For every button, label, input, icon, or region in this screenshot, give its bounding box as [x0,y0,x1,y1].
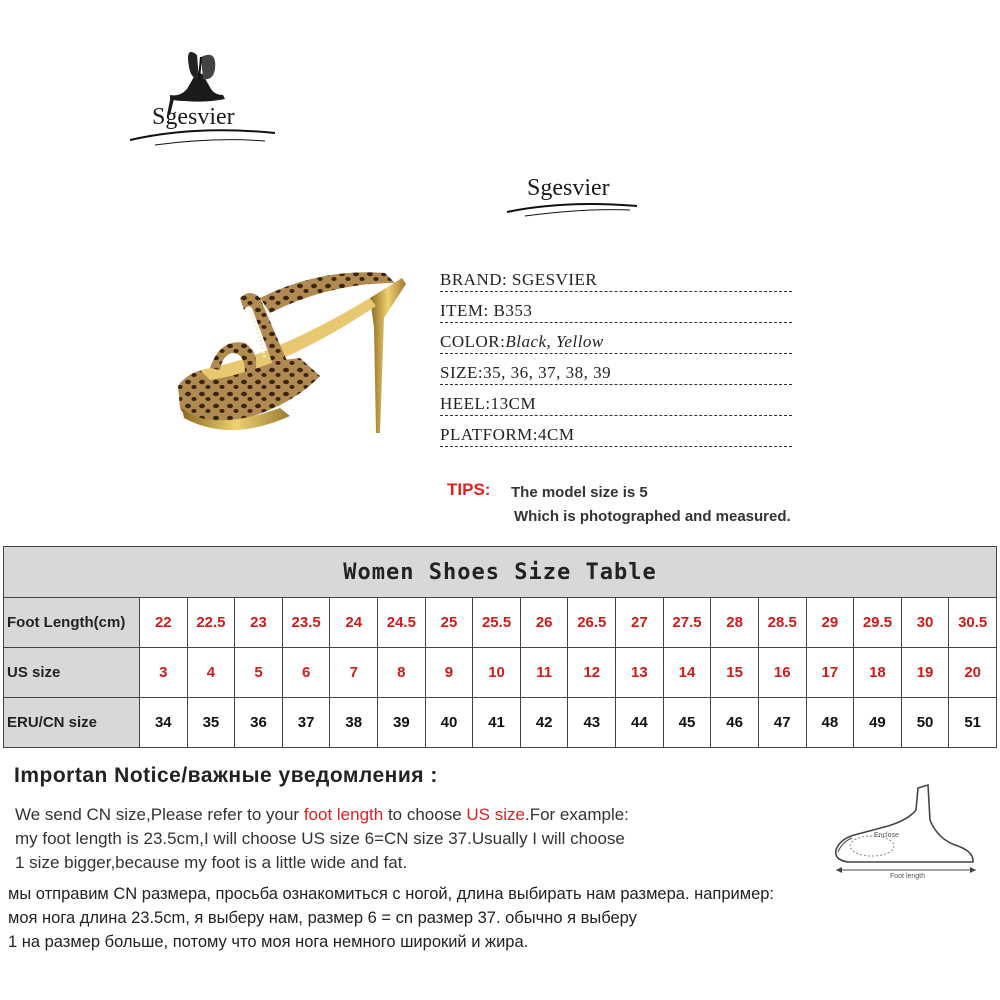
size-table-title: Women Shoes Size Table [4,547,997,598]
size-table-cell: 17 [806,648,854,698]
foot-measure-diagram [828,780,988,880]
foot-length-label: Foot length [890,873,926,880]
brand-logo-graphic [125,45,285,155]
foot-enclose-label: Enclose [874,832,899,839]
size-table-cell: 12 [568,648,616,698]
size-table-cell: 23.5 [282,598,330,648]
russian-notice-line-3: 1 на размер больше, потому что моя нога немного широкий и жира. [8,933,529,951]
size-table-cell: 8 [378,648,426,698]
size-table-cell: 18 [854,648,902,698]
size-table-cell: 35 [187,698,235,748]
size-table-cell: 30.5 [949,598,997,648]
size-table-cell: 24.5 [378,598,426,648]
size-table-cell: 45 [663,698,711,748]
size-table-cell: 9 [425,648,473,698]
size-table-cell: 7 [330,648,378,698]
size-table [3,546,997,748]
size-table-cell: 25.5 [473,598,521,648]
size-table-cell: 41 [473,698,521,748]
spec-item: ITEM: B353 [440,300,792,323]
size-table-cell: 20 [949,648,997,698]
size-table-cell: 51 [949,698,997,748]
tips-text [511,481,791,529]
size-table-row [4,698,997,748]
size-table-cell: 4 [187,648,235,698]
size-table-cell: 47 [758,698,806,748]
size-table-cell: 38 [330,698,378,748]
size-table-cell: 16 [758,648,806,698]
size-table-row-label: US size [4,648,140,698]
size-table-cell: 22 [140,598,188,648]
size-table-cell: 30 [901,598,949,648]
size-table-cell: 25 [425,598,473,648]
english-notice [15,803,629,875]
spec-platform: PLATFORM:4CM [440,424,792,447]
size-table-cell: 6 [282,648,330,698]
size-table-cell: 15 [711,648,759,698]
size-table-cell: 39 [378,698,426,748]
size-table-cell: 24 [330,598,378,648]
size-table-cell: 27.5 [663,598,711,648]
spec-size: SIZE:35, 36, 37, 38, 39 [440,362,792,385]
russian-notice-line-2: моя нога длина 23.5cm, я выберу нам, размер 6 = cn размер 37. обычно я выберу [8,909,637,927]
product-shoe-image [170,258,420,458]
size-table-cell: 19 [901,648,949,698]
size-table-cell: 13 [616,648,664,698]
size-table-cell: 49 [854,698,902,748]
size-table-cell: 23 [235,598,283,648]
size-table-row [4,648,997,698]
size-table-cell: 26 [520,598,568,648]
secondary-logo-text: Sgesvier [527,175,610,201]
size-table-cell: 10 [473,648,521,698]
size-table-cell: 29 [806,598,854,648]
notice-title: Importan Notice/важные уведомления : [14,764,438,787]
size-table-cell: 43 [568,698,616,748]
size-table-cell: 42 [520,698,568,748]
size-table-cell: 28 [711,598,759,648]
size-table-cell: 5 [235,648,283,698]
size-table-cell: 37 [282,698,330,748]
tips-label: TIPS: [447,480,491,499]
brand-logo-text: Sgesvier [152,104,235,130]
size-table-cell: 3 [140,648,188,698]
size-table-cell: 34 [140,698,188,748]
size-table-row-label: ERU/CN size [4,698,140,748]
russian-notice-line-1: мы отправим CN размера, просьба ознакомиться с ногой, длина выбирать нам размера. например: [8,885,775,903]
size-table-cell: 50 [901,698,949,748]
english-notice-line-3: 1 size bigger,because my foot is a little wide and fat. [15,853,408,872]
size-table-cell: 44 [616,698,664,748]
size-table-cell: 40 [425,698,473,748]
size-table-cell: 48 [806,698,854,748]
size-table-cell: 11 [520,648,568,698]
spec-heel: HEEL:13CM [440,393,792,416]
size-table-cell: 27 [616,598,664,648]
size-table-row [4,598,997,648]
tips-line-2: Which is photographed and measured. [514,508,791,525]
secondary-logo-swoosh [505,198,640,218]
size-table-cell: 26.5 [568,598,616,648]
size-table-cell: 29.5 [854,598,902,648]
size-table-cell: 28.5 [758,598,806,648]
size-table-cell: 14 [663,648,711,698]
spec-color: COLOR:Black, Yellow [440,331,792,354]
size-table-cell: 22.5 [187,598,235,648]
size-table-cell: 36 [235,698,283,748]
size-table-cell: 46 [711,698,759,748]
english-notice-line-1: We send CN size,Please refer to your foot length to choose US size.For example: [15,805,629,824]
size-table-row-label: Foot Length(cm) [4,598,140,648]
english-notice-line-2: my foot length is 23.5cm,I will choose US size 6=CN size 37.Usually I will choose [15,829,625,848]
tips-line-1: The model size is 5 [511,484,648,501]
spec-brand: BRAND: SGESVIER [440,269,792,292]
russian-notice [8,882,774,954]
